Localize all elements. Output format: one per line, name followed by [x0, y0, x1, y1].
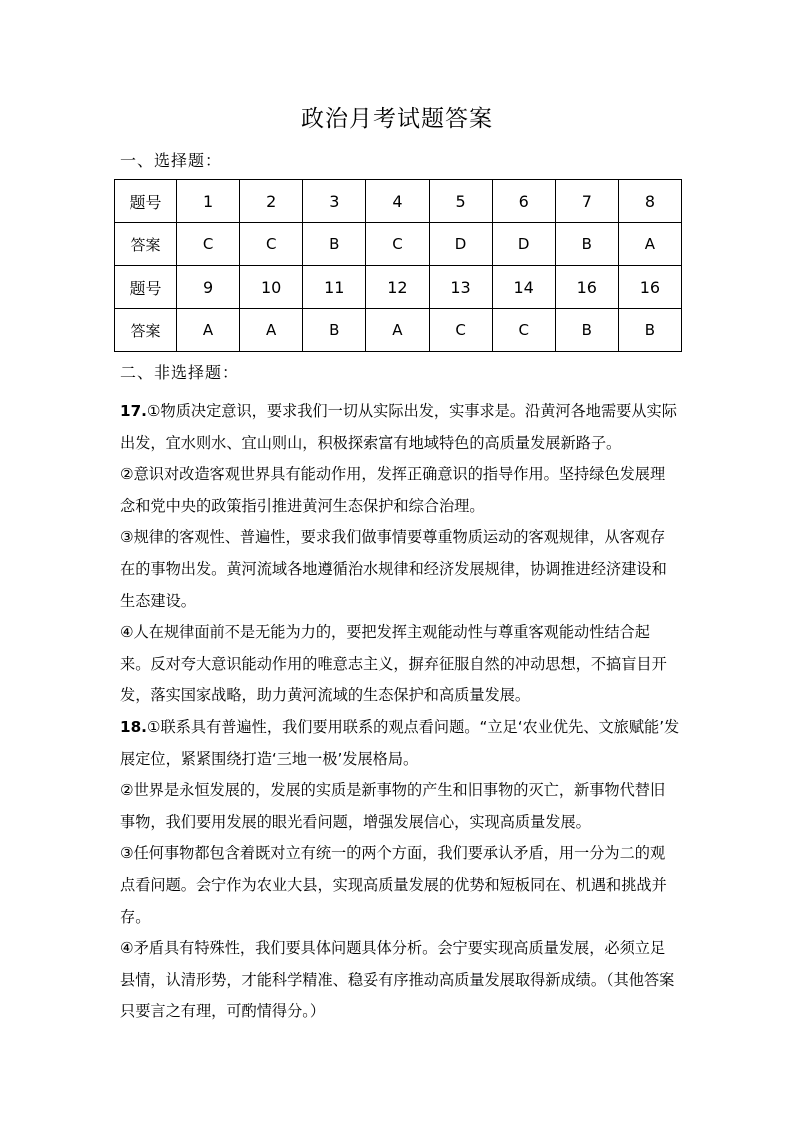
table-cell: 6 [492, 180, 555, 223]
answer-paragraph [120, 933, 680, 1028]
table-cell: B [303, 223, 366, 266]
table-cell: 11 [303, 266, 366, 309]
table-row [115, 309, 682, 352]
table-cell: A [366, 309, 429, 352]
question-number: 17. [120, 402, 147, 420]
page-title: 政治月考试题答案 [301, 106, 493, 132]
table-cell: 4 [366, 180, 429, 223]
answer-paragraph [120, 617, 680, 712]
row-label: 题号 [115, 180, 177, 223]
answer-point: ④人在规律面前不是无能为力的，要把发挥主观能动性与尊重客观能动性结合起来。反对夸大意识能动作用的唯意志主义，摒弃征服自然的冲动思想，不搞盲目开发，落实国家战略，助力黄河流域的生态保护和高质量发展。 [120, 623, 667, 705]
table-cell: B [303, 309, 366, 352]
table-cell: C [177, 223, 240, 266]
question-number: 18. [120, 717, 147, 736]
answer-paragraph [120, 838, 680, 933]
table-cell: 9 [177, 266, 240, 309]
row-label: 题号 [115, 266, 177, 309]
table-cell: C [240, 223, 303, 266]
table-cell: 5 [429, 180, 492, 223]
answer-paragraph [120, 775, 680, 838]
answer-paragraph [120, 459, 680, 522]
section-heading-multiple-choice: 一、选择题： [120, 151, 223, 170]
answer-point: ①物质决定意识，要求我们一切从实际出发，实事求是。沿黄河各地需要从实际出发，宜水则水、宜山则山，积极探索富有地域特色的高质量发展新路子。 [120, 402, 677, 452]
table-row [115, 180, 682, 223]
table-cell: 2 [240, 180, 303, 223]
answer-table [114, 179, 682, 352]
table-cell: 12 [366, 266, 429, 309]
answer-body [120, 396, 680, 1028]
table-cell: D [492, 223, 555, 266]
answer-point: ④矛盾具有特殊性，我们要具体问题具体分析。会宁要实现高质量发展，必须立足县情，认清形势，才能科学精准、稳妥有序推动高质量发展取得新成绩。（其他答案只要言之有理，可酌情得分。） [120, 939, 675, 1021]
table-cell: A [618, 223, 681, 266]
table-cell: 10 [240, 266, 303, 309]
table-cell: 13 [429, 266, 492, 309]
table-cell: C [429, 309, 492, 352]
answer-point: ①联系具有普遍性，我们要用联系的观点看问题。“立足‘农业优先、文旅赋能’发展定位，紧紧围绕打造‘三地一极’发展格局。 [120, 717, 680, 768]
table-cell: 1 [177, 180, 240, 223]
answer-point: ③任何事物都包含着既对立有统一的两个方面，我们要承认矛盾，用一分为二的观点看问题。会宁作为农业大县，实现高质量发展的优势和短板同在、机遇和挑战并存。 [120, 844, 667, 926]
table-cell: 7 [555, 180, 618, 223]
row-label: 答案 [115, 309, 177, 352]
table-cell: C [492, 309, 555, 352]
row-label: 答案 [115, 223, 177, 266]
table-cell: 16 [555, 266, 618, 309]
table-row [115, 223, 682, 266]
table-cell: B [618, 309, 681, 352]
answer-point: ②世界是永恒发展的，发展的实质是新事物的产生和旧事物的灭亡，新事物代替旧事物，我们要用发展的眼光看问题，增强发展信心，实现高质量发展。 [120, 781, 666, 831]
answer-paragraph [120, 396, 680, 459]
table-cell: A [240, 309, 303, 352]
table-row [115, 266, 682, 309]
answer-paragraph [120, 522, 680, 617]
answer-point: ③规律的客观性、普遍性，要求我们做事情要尊重物质运动的客观规律，从客观存在的事物出发。黄河流域各地遵循治水规律和经济发展规律，协调推进经济建设和生态建设。 [120, 528, 667, 610]
table-cell: D [429, 223, 492, 266]
table-cell: A [177, 309, 240, 352]
table-cell: 3 [303, 180, 366, 223]
table-cell: 16 [618, 266, 681, 309]
table-cell: B [555, 309, 618, 352]
answer-paragraph [120, 712, 680, 775]
table-cell: 8 [618, 180, 681, 223]
table-cell: 14 [492, 266, 555, 309]
answer-point: ②意识对改造客观世界具有能动作用，发挥正确意识的指导作用。坚持绿色发展理念和党中央的政策指引推进黄河生态保护和综合治理。 [120, 465, 666, 515]
table-cell: B [555, 223, 618, 266]
section-heading-non-choice: 二、非选择题： [120, 363, 240, 382]
table-cell: C [366, 223, 429, 266]
